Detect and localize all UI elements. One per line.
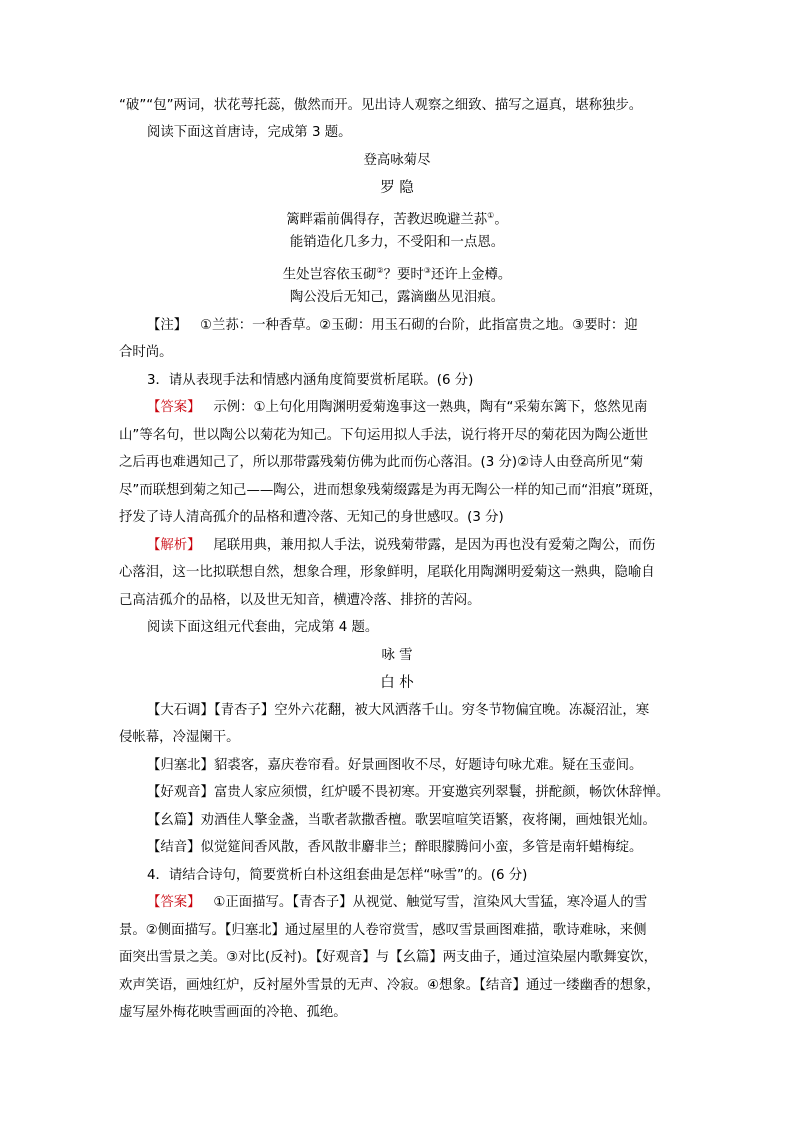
intro-tail: “破”“包”两词，状花萼托蕊，傲然而开。见出诗人观察之细致、描写之逼真，堪称独步。 <box>119 98 643 113</box>
poem1-title: 登高咏菊尽 <box>363 153 431 168</box>
poem1-line-1: 篱畔霜前偶得存，苦教迟晚避兰荪①。 <box>286 211 508 228</box>
reading-instruction-2: 阅读下面这组元代套曲，完成第 4 题。 <box>147 620 379 635</box>
answer-4-line-2: 景。②侧面描写。【归塞北】通过屋里的人卷帘赏雪，感叹雪景画图难描，歌诗难咏，来侧 <box>119 923 647 938</box>
suite-section-3: 【好观音】富贵人家应须惯，红炉暖不畏初寒。开宴邀宾列翠鬟，拼酡颜，畅饮休辞惮。 <box>147 785 670 800</box>
answer-4-line-5: 虚写屋外梅花映雪画面的冷艳、孤绝。 <box>119 1005 347 1020</box>
answer-label: 【答案】 <box>147 895 201 910</box>
answer-3-line-4: 尽”而联想到菊之知己——陶公，进而想象残菊缀露是为再无陶公一样的知己而“泪痕”斑斑， <box>119 483 663 498</box>
poem1-line-3: 生处岂容依玉砌②？要时③还许上金樽。 <box>282 266 512 283</box>
suite-section-1-cont: 侵帐幕，冷湿阑干。 <box>119 730 240 745</box>
answer-3-line-1: 【答案】 示例：①上句化用陶渊明爱菊逸事这一熟典，陶有“采菊东篱下，悠然见南 <box>147 400 648 415</box>
note-mark-3: ③ <box>423 266 431 275</box>
answer-4-line-1: 【答案】 ①正面描写。【青杏子】从视觉、触觉写雪，渲染风大雪猛，寒冷逼人的雪 <box>147 895 648 910</box>
analysis-label: 【解析】 <box>147 538 201 553</box>
reading-instruction-1: 阅读下面这首唐诗，完成第 3 题。 <box>147 125 352 140</box>
analysis-3-line-1: 【解析】 尾联用典，兼用拟人手法，说残菊带露，是因为再也没有爱菊之陶公，而伤 <box>147 538 656 553</box>
note-mark-1: ① <box>487 211 495 220</box>
suite-section-4: 【幺篇】劝酒佳人擎金盏，当歌者款撒香檀。歌罢喧喧笑语繁，夜将阑，画烛银光灿。 <box>147 813 656 828</box>
question-3: 3．请从表现手法和情感内涵角度简要赏析尾联。(6 分) <box>147 373 474 388</box>
note-mark-2: ② <box>376 266 384 275</box>
note-paragraph: 【注】 ①兰荪：一种香草。②玉砌：用玉石砌的台阶，此指富贵之地。③要时：迎 <box>147 318 638 333</box>
poem1-author: 罗 隐 <box>380 180 414 196</box>
analysis-3-line-3: 己高洁孤介的品格，以及世无知音，横遭冷落、排挤的苦闷。 <box>119 593 481 608</box>
note-label: 【注】 <box>147 318 188 333</box>
suite-section-5: 【结音】似觉筵间香风散，香风散非麝非兰；醉眼朦腾问小蛮，多管是南轩蜡梅绽。 <box>147 840 643 855</box>
suite-section-2: 【归塞北】貂裘客，嘉庆卷帘看。好景画图收不尽，好题诗句咏尤难。疑在玉壶间。 <box>147 758 643 773</box>
poem1-line-2: 能销造化几多力，不受阳和一点恩。 <box>289 235 505 250</box>
analysis-3-line-2: 心落泪，这一比拟联想自然，想象合理，形象鲜明，尾联化用陶渊明爱菊这一熟典，隐喻自 <box>119 565 655 580</box>
suite-section-1: 【大石调】【青杏子】空外六花翻，被大风洒落千山。穷冬节物偏宜晚。冻凝沼沚，寒 <box>147 703 650 718</box>
answer-3-line-5: 抒发了诗人清高孤介的品格和遭冷落、无知己的身世感叹。(3 分) <box>119 510 504 525</box>
answer-label: 【答案】 <box>147 400 201 415</box>
question-4: 4．请结合诗句，简要赏析白朴这组套曲是怎样“咏雪”的。(6 分) <box>147 868 528 883</box>
poem2-title: 咏 雪 <box>381 648 413 663</box>
note-line-2: 合时尚。 <box>119 345 173 360</box>
answer-4-line-4: 欢声笑语，画烛红炉，反衬屋外雪景的无声、冷寂。④想象。【结音】通过一缕幽香的想象， <box>119 978 660 993</box>
poem2-author: 白 朴 <box>380 675 414 691</box>
answer-3-line-2: 山”等名句，世以陶公以菊花为知己。下句运用拟人手法，说行将开尽的菊花因为陶公逝世 <box>119 428 649 443</box>
answer-3-line-3: 之后再也难遇知己了，所以那带露残菊仿佛为此而伤心落泪。(3 分)②诗人由登高所见“菊 <box>119 455 644 470</box>
answer-4-line-3: 面突出雪景之美。③对比(反衬)。【好观音】与【幺篇】两支曲子，通过渲染屋内歌舞宴饮， <box>119 950 657 965</box>
poem1-line-4: 陶公没后无知己，露滴幽丛见泪痕。 <box>289 290 505 305</box>
